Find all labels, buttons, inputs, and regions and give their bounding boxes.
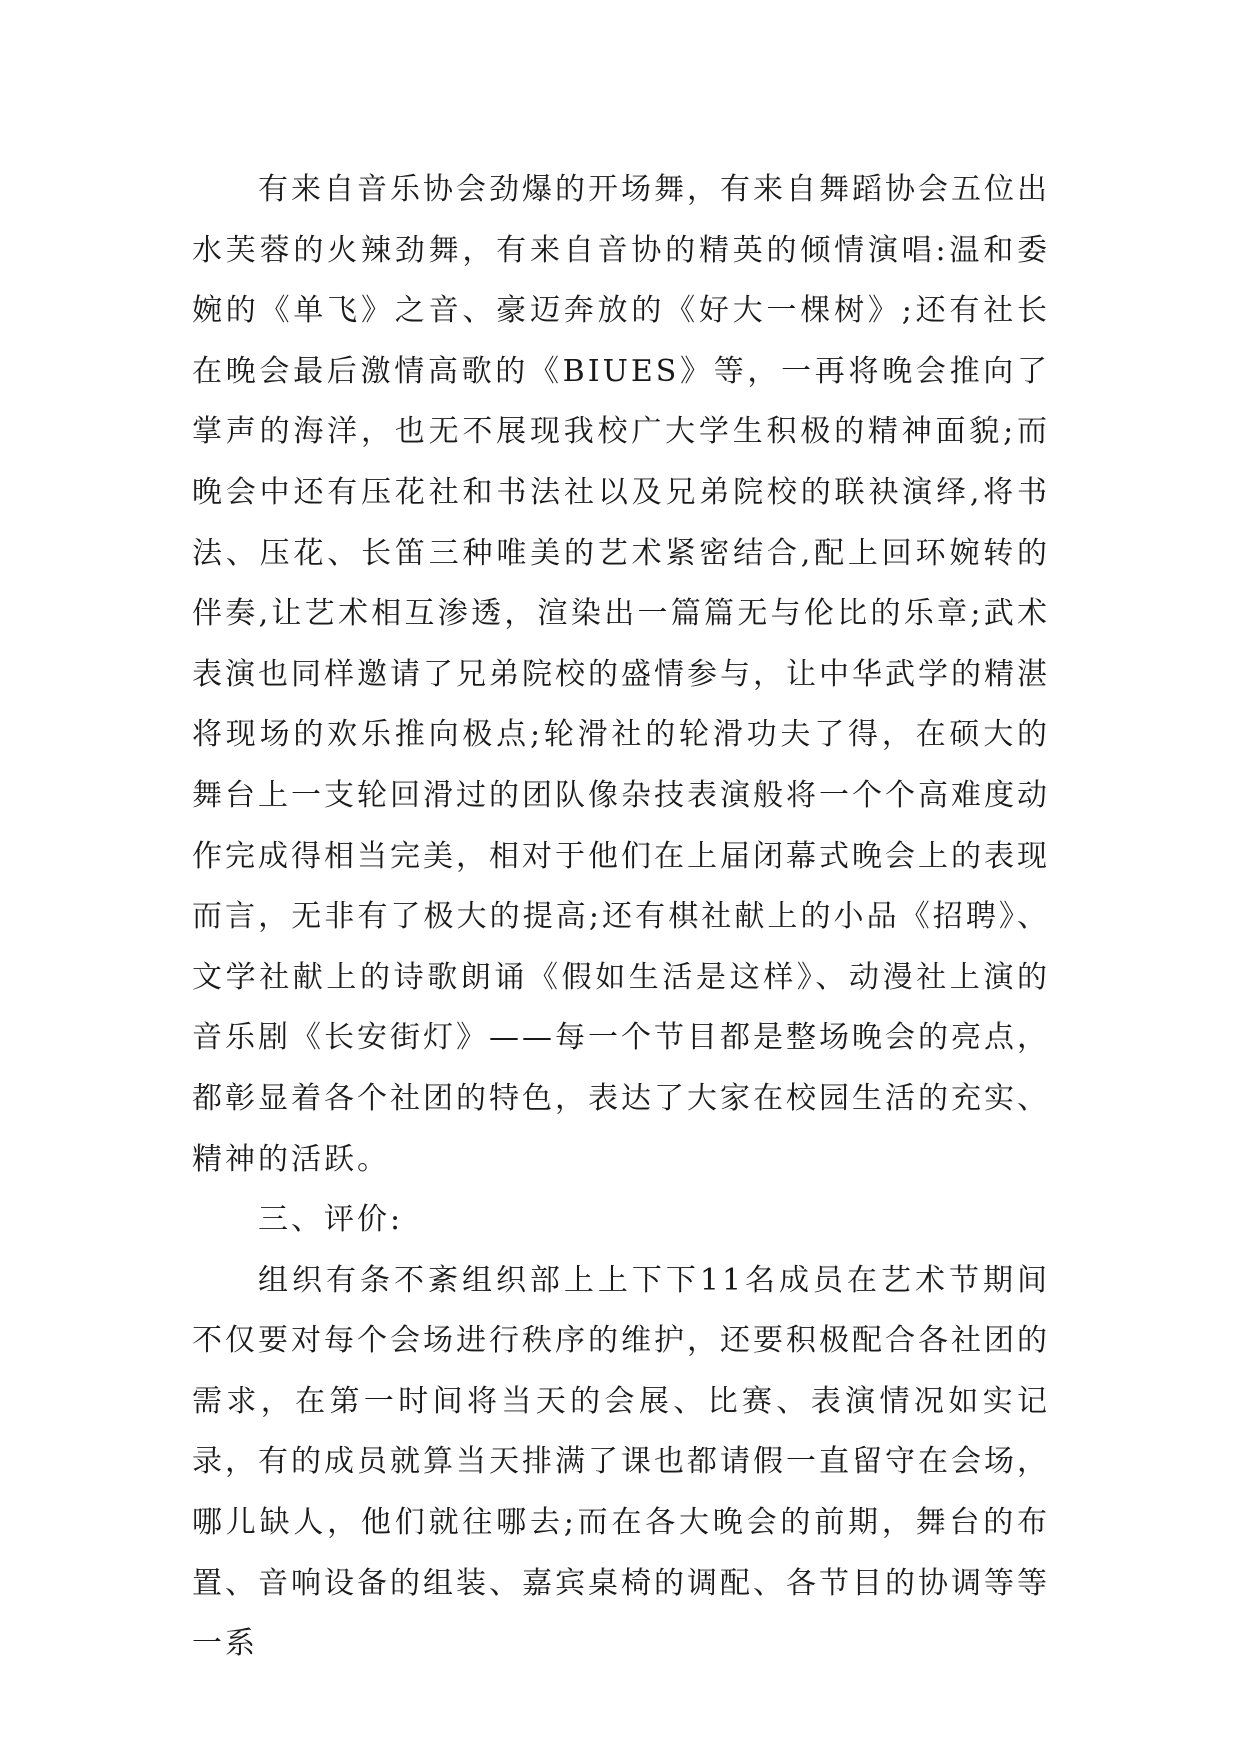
section-heading-evaluation: 三、评价: [258, 1202, 404, 1238]
paragraph-evaluation: 组织有条不紊组织部上上下下11名成员在艺术节期间不仅要对每个会场进行秩序的维护，还要积极配合各社团的需求，在第一时间将当天的会展、比赛、表演情况如实记录，有的成员就算当天排满了课也都请假一直留守在会场，哪儿缺人，他们就往哪去;而在各大晚会的前期，舞台的布置、音响设备的组装、嘉宾桌椅的调配、各节目的协调等等一系 [192, 1262, 1050, 1662]
body-text [192, 160, 1050, 1675]
paragraph-performances: 有来自音乐协会劲爆的开场舞，有来自舞蹈协会五位出水芙蓉的火辣劲舞，有来自音协的精英的倾情演唱:温和委婉的《单飞》之音、豪迈奔放的《好大一棵树》;还有社长在晚会最后激情高歌的《BIUES》等，一再将晚会推向了掌声的海洋，也无不展现我校广大学生积极的精神面貌;而晚会中还有压花社和书法社以及兄弟院校的联袂演绎,将书法、压花、长笛三种唯美的艺术紧密结合,配上回环婉转的伴奏,让艺术相互渗透，渲染出一篇篇无与伦比的乐章;武术表演也同样邀请了兄弟院校的盛情参与，让中华武学的精湛将现场的欢乐推向极点;轮滑社的轮滑功夫了得，在硕大的舞台上一支轮回滑过的团队像杂技表演般将一个个高难度动作完成得相当完美，相对于他们在上届闭幕式晚会上的表现而言，无非有了极大的提高;还有棋社献上的小品《招聘》、文学社献上的诗歌朗诵《假如生活是这样》、动漫社上演的音乐剧《长安街灯》——每一个节目都是整场晚会的亮点，都彰显着各个社团的特色，表达了大家在校园生活的充实、精神的活跃。 [192, 172, 1050, 1177]
